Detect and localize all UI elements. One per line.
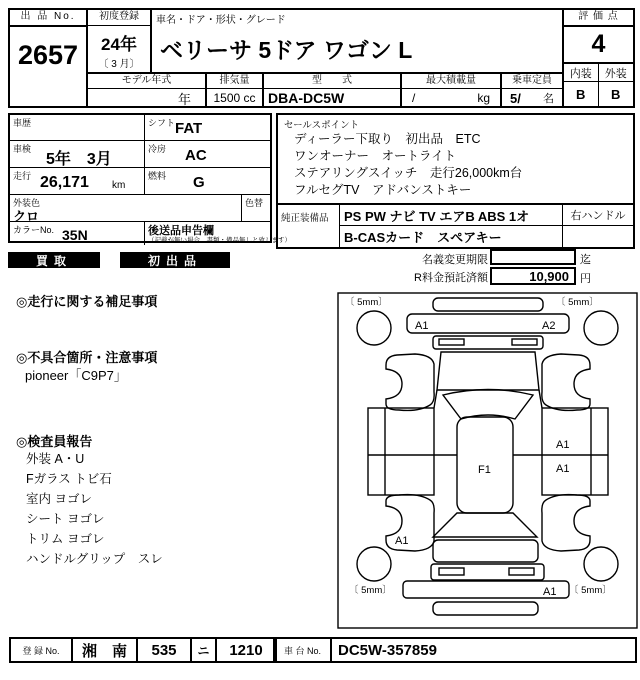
cooling-value: AC — [185, 147, 207, 164]
rear-hatch — [433, 540, 538, 562]
car-damage-diagram — [337, 292, 638, 629]
car-name-header: 車名・ドア・形状・グレード — [156, 15, 286, 26]
car-name: ベリーサ 5ドア ワゴン L — [160, 37, 413, 63]
first-registration-box — [86, 8, 152, 74]
damage-front-bumper-right: A2 — [542, 320, 556, 332]
fuel-value: G — [193, 174, 205, 191]
inspector-report-line: 外装 A・U — [26, 452, 85, 466]
shift-cell — [144, 115, 270, 140]
shift-label: シフト — [148, 118, 176, 128]
shift-value: FAT — [175, 120, 203, 137]
color-change-label: 色替 — [245, 198, 264, 208]
color-label: 外装色 — [13, 198, 41, 208]
name-change-suffix: 迄 — [580, 254, 591, 266]
recycle-fee-unit: 円 — [580, 273, 591, 285]
registration-kana: ニ — [190, 637, 217, 663]
mileage-fuel-row — [10, 167, 270, 194]
first-registration-year: 24年 — [101, 35, 137, 54]
mileage-note-title: ◎走行に関する補足事項 — [16, 294, 158, 309]
chassis-no-label: 車 台 No. — [275, 639, 332, 661]
first-registration-label: 初度登録 — [88, 10, 150, 26]
later-items-note: （記載が無い場合、書類・備品無しと致します） — [148, 237, 291, 244]
mileage-cell — [10, 168, 144, 194]
damage-front-bumper-left: A1 — [415, 320, 429, 332]
equipment-label-cell — [278, 205, 340, 247]
tread-depth-front-right: 〔 5mm〕 — [556, 297, 599, 308]
mileage-unit: km — [112, 180, 126, 191]
inspection-label: 車検 — [13, 144, 32, 154]
tire-rear-right — [584, 547, 618, 581]
damage-right-side-2: A1 — [556, 463, 570, 475]
equipment-line1: PS PW ナビ TV エアB ABS 1オ — [344, 208, 530, 224]
equipment-label: 純正装備品 — [281, 213, 329, 224]
name-change-field — [490, 249, 576, 265]
registration-class: 535 — [136, 637, 192, 663]
taillight-right — [509, 568, 534, 575]
interior-grade: B — [564, 82, 599, 106]
color-no-value: 35N — [62, 227, 88, 243]
equipment-line2-cell — [340, 226, 562, 247]
tire-rear-left — [357, 547, 391, 581]
chassis-no-box — [273, 637, 637, 663]
capacity-label: 乗車定員 — [502, 74, 562, 89]
fuel-cell — [144, 168, 270, 194]
left-side-panel — [368, 408, 434, 495]
chassis-no-value: DC5W-357859 — [338, 641, 437, 659]
damage-right-side-1: A1 — [556, 439, 570, 451]
later-items-label: 後送品申告欄 — [148, 225, 214, 237]
color-value: クロ — [13, 209, 40, 224]
max-load-label: 最大積載量 — [402, 74, 500, 89]
cooling-cell — [144, 141, 270, 167]
cooling-label: 冷房 — [148, 144, 167, 154]
tread-depth-rear-left: 〔 5mm〕 — [349, 585, 392, 596]
max-load-value: / — [412, 91, 416, 105]
sales-point-line: ワンオーナー オートライト — [294, 149, 457, 163]
mileage-value: 26,171 — [40, 174, 89, 191]
inspector-report-line: トリム ヨゴレ — [26, 532, 105, 546]
damage-roof: F1 — [478, 464, 491, 476]
fuel-label: 燃料 — [148, 171, 167, 181]
damage-rear-bumper: A1 — [543, 586, 557, 598]
displacement-value: 1500 cc — [213, 91, 256, 105]
interior-label: 内装 — [564, 64, 599, 82]
inspector-report-line: Fガラス トビ石 — [26, 472, 112, 486]
tread-depth-front-left: 〔 5mm〕 — [345, 297, 388, 308]
inspection-ac-row — [10, 140, 270, 167]
cowl-hood — [443, 390, 533, 420]
taillight-left — [439, 568, 464, 575]
equipment-line2: B-CASカード スペアキー — [344, 230, 502, 245]
score-box — [562, 8, 635, 64]
defect-note-title: ◎不具合箇所・注意事項 — [16, 350, 158, 365]
recycle-fee-label: R料金預託済額 — [414, 272, 488, 284]
windshield — [437, 352, 539, 390]
sales-point-line: ステアリングスイッチ 走行26,000km台 — [294, 166, 523, 180]
color-row — [10, 194, 270, 224]
equipment-box — [276, 203, 635, 249]
capacity-value: 5/ — [510, 90, 521, 106]
auction-no-box — [8, 8, 88, 108]
fender-front-right — [542, 354, 590, 410]
inspector-report-list — [26, 449, 163, 569]
inspector-report-line: ハンドルグリップ スレ — [26, 552, 163, 566]
capacity-unit: 名 — [543, 93, 554, 105]
score-value: 4 — [591, 30, 606, 58]
model-year-cell — [86, 72, 207, 108]
model-code-value: DBA-DC5W — [268, 90, 345, 106]
recycle-fee-value: 10,900 — [490, 267, 576, 285]
name-change-label: 名義変更期限 — [422, 254, 488, 266]
exterior-label: 外装 — [599, 64, 634, 82]
headlight-left — [439, 339, 464, 345]
inspector-report-title: ◎検査員報告 — [16, 434, 93, 449]
auction-no-label: 出 品 No. — [10, 10, 86, 27]
max-load-cell — [400, 72, 502, 108]
sales-point-title: セールスポイント — [284, 120, 360, 131]
inspector-report-line: シート ヨゴレ — [26, 512, 105, 526]
history-label: 車歴 — [13, 118, 32, 128]
sales-point-box — [276, 113, 635, 205]
buyback-badge: 買取 — [8, 252, 100, 268]
color-no-label: カラーNo. — [13, 225, 55, 235]
exterior-grade: B — [611, 86, 621, 102]
sales-point-line: ディーラー下取り 初出品 ETC — [294, 132, 481, 146]
tire-front-left — [357, 311, 391, 345]
history-cell — [10, 115, 144, 140]
inspection-value: 5年 3月 — [46, 151, 112, 168]
later-items-cell — [144, 222, 291, 245]
model-code-label: 型 式 — [264, 74, 400, 89]
fender-rear-left — [386, 495, 434, 551]
model-year-label: モデル年式 — [88, 74, 205, 89]
displacement-cell — [205, 72, 264, 108]
registration-no-label: 登 録 No. — [9, 637, 73, 663]
inspector-report-line: 室内 ヨゴレ — [26, 492, 92, 506]
headlight-right — [512, 339, 537, 345]
rear-bumper-bottom-bar — [433, 602, 538, 615]
history-shift-row — [10, 115, 270, 140]
rear-window — [433, 513, 537, 537]
sales-point-line: フルセグTV アドバンストキー — [294, 183, 472, 197]
registration-no-table — [9, 637, 277, 663]
model-year-value: 年 — [177, 91, 191, 107]
inspection-cell — [10, 141, 144, 167]
max-load-unit: kg — [477, 91, 490, 105]
fender-rear-right — [542, 495, 590, 551]
capacity-cell — [500, 72, 564, 108]
color-change-cell — [241, 195, 270, 221]
score-label: 評 価 点 — [564, 10, 633, 27]
front-bumper-top-bar — [433, 298, 543, 311]
handle-cell — [562, 205, 633, 226]
tread-depth-rear-right: 〔 5mm〕 — [569, 585, 612, 596]
registration-number: 1210 — [215, 637, 277, 663]
color-no-cell — [10, 222, 144, 245]
tire-front-right — [584, 311, 618, 345]
fender-front-left — [386, 354, 434, 410]
vehicle-info-table — [8, 113, 291, 244]
first-registration-month: 〔 3 月〕 — [98, 59, 140, 70]
mileage-label: 走行 — [13, 171, 32, 181]
defect-note-line: pioneer「C9P7」 — [25, 368, 127, 383]
taillight-strip — [431, 564, 544, 580]
interior-exterior-box — [562, 62, 635, 108]
equipment-line1-cell — [340, 205, 562, 226]
color-no-row — [10, 221, 291, 245]
handle-empty-cell — [562, 226, 633, 247]
color-cell — [10, 195, 241, 224]
handle-value: 右ハンドル — [570, 210, 626, 222]
model-code-cell — [262, 72, 402, 108]
registration-area: 湘 南 — [71, 637, 138, 663]
damage-left-rear: A1 — [395, 535, 409, 547]
first-listing-badge: 初出品 — [120, 252, 230, 268]
auction-no-value: 2657 — [17, 40, 79, 70]
front-grille — [433, 336, 543, 349]
car-name-box — [150, 8, 564, 74]
right-side-panel — [542, 408, 608, 495]
displacement-label: 排気量 — [207, 74, 262, 89]
